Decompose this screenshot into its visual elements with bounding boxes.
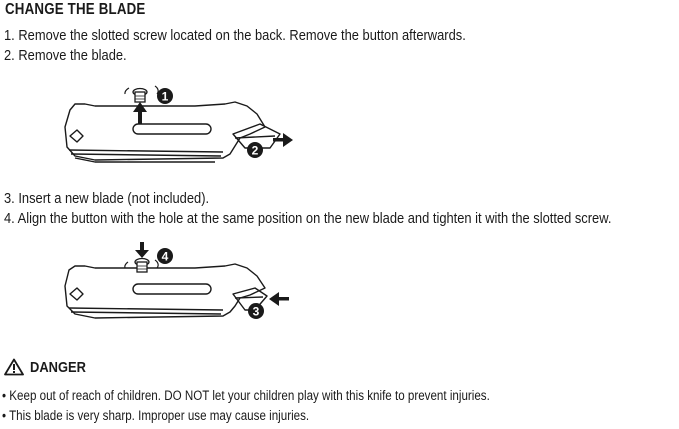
danger-bullet-2: • This blade is very sharp. Improper use may cause injuries. (2, 408, 310, 423)
slotted-screw-icon (133, 89, 147, 103)
danger-label: DANGER (30, 358, 86, 376)
callout-2: 2 (251, 143, 259, 158)
section-title: CHANGE THE BLADE (5, 1, 146, 18)
callout-3: 3 (252, 304, 260, 319)
step-3: 3. Insert a new blade (not included). (4, 190, 210, 207)
danger-heading (4, 355, 95, 379)
step-1: 1. Remove the slotted screw located on the back. Remove the button afterwards. (4, 27, 466, 44)
knife-diagram-remove (55, 72, 305, 172)
danger-bullet-1: • Keep out of reach of children. DO NOT let your children play with this knife to prevent injuries. (2, 388, 490, 403)
callout-1: 1 (161, 89, 169, 104)
slotted-screw-icon (135, 259, 149, 273)
step-4: 4. Align the button with the hole at the same position on the new blade and tighten it with the slotted screw. (4, 210, 612, 227)
callout-4: 4 (161, 249, 169, 264)
knife-diagram-insert (55, 240, 305, 325)
step-2: 2. Remove the blade. (4, 47, 127, 64)
warning-triangle-icon (4, 358, 24, 376)
